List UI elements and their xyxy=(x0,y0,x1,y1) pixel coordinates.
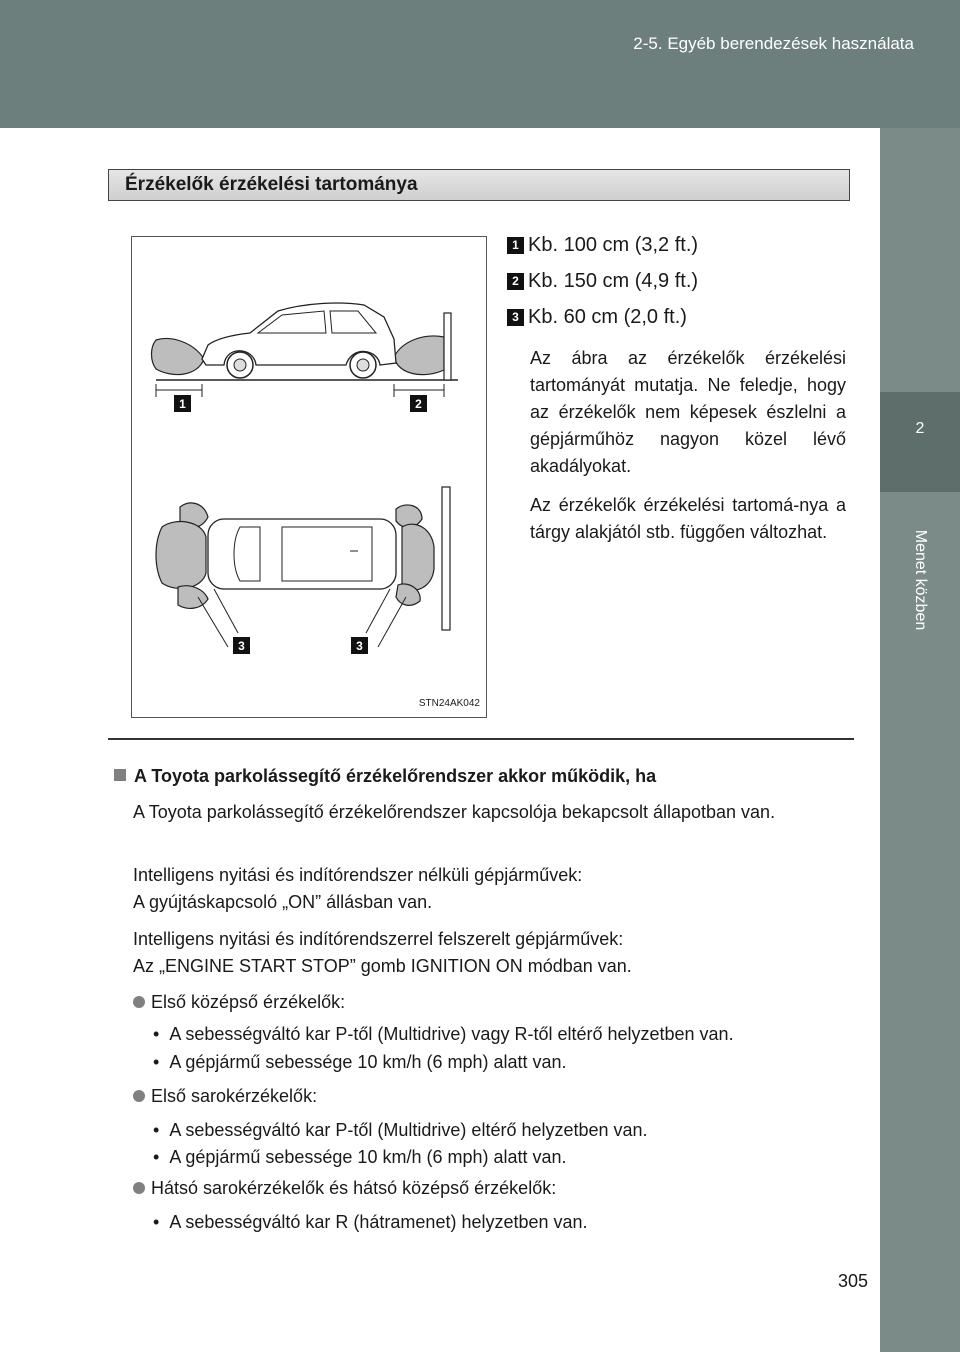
conditions-paragraph-3b: Az „ENGINE START STOP” gomb IGNITION ON módban van. xyxy=(133,956,632,976)
page-number: 305 xyxy=(838,1271,869,1291)
group-rear-sensors-title: Hátsó sarokérzékelők és hátsó középső érzékelők: xyxy=(151,1178,557,1198)
range-item-2 xyxy=(507,270,698,293)
sensor-diagram xyxy=(132,237,486,717)
car-roof xyxy=(282,527,372,581)
conditions-paragraph-1: A Toyota parkolássegítő érzékelőrendszer kapcsolója bekapcsolt állapotban van. xyxy=(133,802,776,822)
group-front-center xyxy=(133,992,345,1013)
list-item: • A gépjármű sebessége 10 km/h (6 mph) alatt van. xyxy=(153,1147,567,1167)
callout-2-label: 2 xyxy=(415,397,422,411)
figure-code: STN24AK042 xyxy=(418,698,480,709)
car-windshield xyxy=(234,527,260,581)
circle-bullet-icon xyxy=(133,1090,145,1102)
page-header xyxy=(0,0,960,128)
rear-detection-area-top xyxy=(402,524,434,590)
list-item: • A sebességváltó kar P-től (Multidrive) eltérő helyzetben van. xyxy=(153,1120,648,1140)
conditions-paragraph-3a: Intelligens nyitási és indítórendszerrel felszerelt gépjárművek: xyxy=(133,929,624,949)
callout-1-label: 1 xyxy=(179,397,186,411)
side-tab-label-wrap xyxy=(900,500,940,660)
group-front-center-title: Első középső érzékelők: xyxy=(151,992,346,1012)
side-tab-number: 2 xyxy=(915,420,925,437)
side-tab-label: Menet közben xyxy=(912,529,929,631)
range-text-1: Kb. 100 cm (3,2 ft.) xyxy=(528,234,699,256)
front-detection-area xyxy=(152,339,205,375)
range-badge-3: 3 xyxy=(507,309,524,326)
callout-3-front-label: 3 xyxy=(238,639,245,653)
list-item: • A gépjármű sebessége 10 km/h (6 mph) alatt van. xyxy=(153,1052,567,1072)
group-front-corner-title: Első sarokérzékelők: xyxy=(151,1086,318,1106)
group-front-corner xyxy=(133,1086,317,1107)
section-divider xyxy=(108,738,854,740)
section-title: Érzékelők érzékelési tartománya xyxy=(125,174,418,195)
side-tab-active-block xyxy=(880,392,960,492)
note-paragraph-2: Az érzékelők érzékelési tartomá-nya a tárgy alakjától stb. függően változhat. xyxy=(530,495,846,542)
rear-detection-area xyxy=(394,336,444,375)
circle-bullet-icon xyxy=(133,996,145,1008)
front-corner-detection-area xyxy=(156,522,206,589)
conditions-paragraph-2a: Intelligens nyitási és indítórendszer nélküli gépjárművek: xyxy=(133,865,583,885)
rear-wall xyxy=(444,313,451,380)
range-badge-1: 1 xyxy=(507,237,524,254)
note-paragraph-1: Az ábra az érzékelők érzékelési tartományát mutatja. Ne feledje, hogy az érzékelők nem képesek észlelni a gépjárműhöz nagyon közel lévő akadályokat. xyxy=(530,348,846,476)
group-rear-sensors xyxy=(133,1178,556,1199)
circle-bullet-icon xyxy=(133,1182,145,1194)
sensor-range-figure xyxy=(131,236,487,718)
chapter-title: 2-5. Egyéb berendezések használata xyxy=(633,34,914,53)
square-bullet-icon xyxy=(114,769,126,781)
conditions-heading xyxy=(114,766,656,787)
range-item-3 xyxy=(507,306,687,329)
list-item: • A sebességváltó kar P-től (Multidrive) vagy R-től eltérő helyzetben van. xyxy=(153,1024,734,1044)
range-item-1 xyxy=(507,234,698,257)
range-text-3: Kb. 60 cm (2,0 ft.) xyxy=(528,306,687,328)
side-tab xyxy=(880,128,960,1352)
callout-3-rear-label: 3 xyxy=(356,639,363,653)
range-badge-2: 2 xyxy=(507,273,524,290)
section-header-box xyxy=(108,169,850,201)
conditions-paragraph-2b: A gyújtáskapcsoló „ON” állásban van. xyxy=(133,892,433,912)
top-view-wall xyxy=(442,487,450,630)
range-text-2: Kb. 150 cm (4,9 ft.) xyxy=(528,270,699,292)
conditions-heading-text: A Toyota parkolássegítő érzékelőrendszer akkor működik, ha xyxy=(134,766,657,786)
list-item: • A sebességváltó kar R (hátramenet) helyzetben van. xyxy=(153,1212,588,1232)
